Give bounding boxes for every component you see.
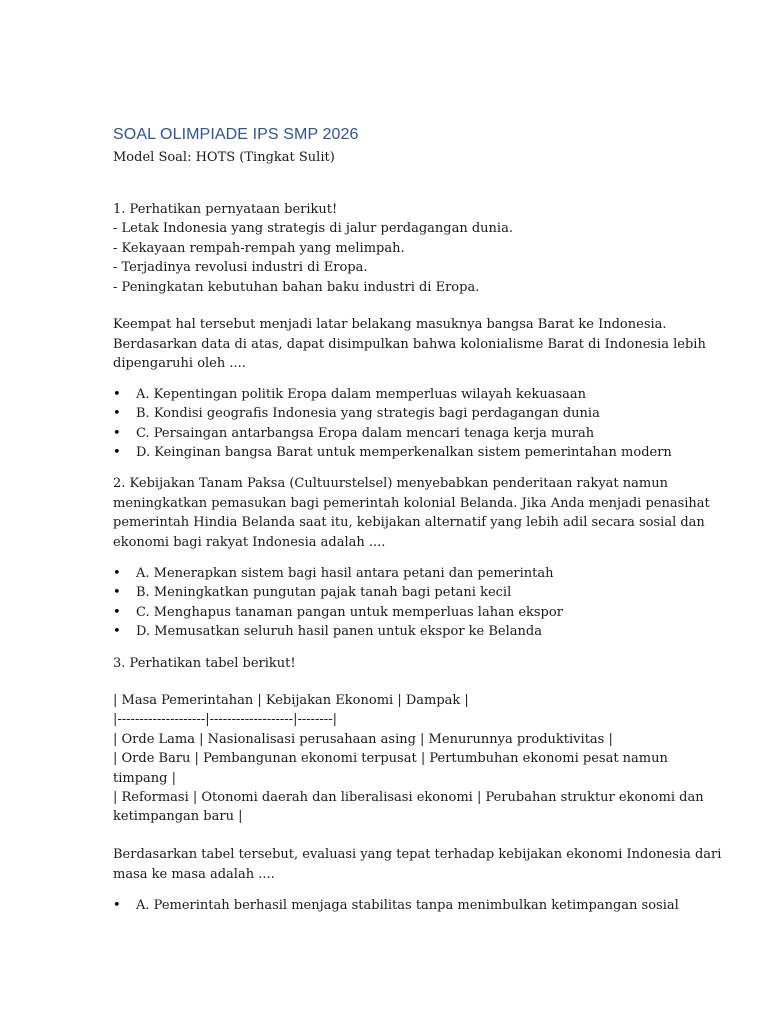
bullet-icon: •: [113, 898, 121, 913]
q1-statements: [113, 200, 673, 297]
bullet-icon: •: [113, 406, 121, 422]
q1-stem-line: Berdasarkan data di atas, dapat disimpulkan bahwa kolonialisme Barat di Indonesia lebih: [113, 336, 706, 352]
bullet-icon: •: [113, 585, 121, 601]
table-line: timpang |: [113, 770, 176, 786]
table-line: | Orde Lama | Nasionalisasi perusahaan asing | Menurunnya produktivitas |: [113, 731, 613, 747]
q2-option-d[interactable]: [113, 622, 673, 641]
bullet-icon: •: [113, 387, 121, 402]
q2-stem-line: pemerintah Hindia Belanda saat itu, kebijakan alternatif yang lebih adil secara sosial dan: [113, 515, 705, 531]
bullet-icon: •: [113, 445, 121, 461]
bullet-icon: •: [113, 624, 121, 640]
q3-stem-line: masa ke masa adalah ....: [113, 866, 275, 882]
q3-table: [113, 691, 704, 827]
q1-line: - Terjadinya revolusi industri di Eropa.: [113, 260, 368, 276]
q3-options: [113, 896, 679, 915]
option-text: D. Memusatkan seluruh hasil panen untuk ekspor ke Belanda: [136, 624, 542, 640]
q3-option-a[interactable]: [113, 896, 679, 915]
bullet-icon: •: [113, 566, 121, 581]
option-text: A. Pemerintah berhasil menjaga stabilitas tanpa menimbulkan ketimpangan sosial: [136, 898, 679, 913]
table-line: | Orde Baru | Pembangunan ekonomi terpusat | Pertumbuhan ekonomi pesat namun: [113, 751, 668, 767]
q1-line: - Letak Indonesia yang strategis di jalur perdagangan dunia.: [113, 221, 513, 237]
option-text: D. Keinginan bangsa Barat untuk memperkenalkan sistem pemerintahan modern: [136, 445, 672, 461]
q1-option-b[interactable]: [113, 404, 673, 423]
q1-line: - Kekayaan rempah-rempah yang melimpah.: [113, 240, 405, 256]
q2-stem-line: meningkatkan pemasukan bagi pemerintah kolonial Belanda. Jika Anda menjadi penasihat: [113, 495, 710, 511]
option-text: B. Kondisi geografis Indonesia yang strategis bagi perdagangan dunia: [136, 406, 600, 422]
q1-option-d[interactable]: [113, 443, 673, 462]
q2-stem-line: ekonomi bagi rakyat Indonesia adalah ....: [113, 534, 386, 550]
table-line: ketimpangan baru |: [113, 809, 243, 825]
q1-line: 1. Perhatikan pernyataan berikut!: [113, 202, 338, 217]
q2-options: [113, 564, 673, 642]
option-text: B. Meningkatkan pungutan pajak tanah bagi petani kecil: [136, 585, 512, 601]
bullet-icon: •: [113, 425, 121, 441]
q3-intro: [113, 654, 673, 673]
option-text: C. Menghapus tanaman pangan untuk memperluas lahan ekspor: [136, 604, 563, 620]
q2-option-b[interactable]: [113, 583, 673, 602]
q3-stem-line: Berdasarkan tabel tersebut, evaluasi yang tepat terhadap kebijakan ekonomi Indonesia dari: [113, 847, 722, 862]
q3-stem: [113, 845, 722, 884]
table-line: | Reformasi | Otonomi daerah dan liberalisasi ekonomi | Perubahan struktur ekonomi dan: [113, 789, 704, 805]
q2-stem-line: 2. Kebijakan Tanam Paksa (Cultuurstelsel) menyebabkan penderitaan rakyat namun: [113, 476, 668, 491]
document-subtitle: Model Soal: HOTS (Tingkat Sulit): [113, 150, 335, 165]
q1-line: - Peningkatan kebutuhan bahan baku industri di Eropa.: [113, 279, 480, 295]
q1-options: [113, 385, 673, 463]
q2-stem: [113, 474, 710, 552]
table-line: | Masa Pemerintahan | Kebijakan Ekonomi | Dampak |: [113, 693, 469, 708]
q1-stem: [113, 315, 706, 374]
option-text: A. Menerapkan sistem bagi hasil antara petani dan pemerintah: [136, 566, 554, 581]
option-text: C. Persaingan antarbangsa Eropa dalam mencari tenaga kerja murah: [136, 425, 595, 441]
table-line: |--------------------|-------------------|--------|: [113, 712, 337, 728]
q1-option-a[interactable]: [113, 385, 673, 404]
q2-option-c[interactable]: [113, 603, 673, 622]
q3-intro-line: 3. Perhatikan tabel berikut!: [113, 656, 296, 671]
q2-option-a[interactable]: [113, 564, 673, 583]
bullet-icon: •: [113, 604, 121, 620]
q1-stem-line: dipengaruhi oleh ....: [113, 356, 246, 372]
q1-stem-line: Keempat hal tersebut menjadi latar belakang masuknya bangsa Barat ke Indonesia.: [113, 317, 667, 332]
option-text: A. Kepentingan politik Eropa dalam memperluas wilayah kekuasaan: [136, 387, 587, 402]
document-title: SOAL OLIMPIADE IPS SMP 2026: [113, 126, 359, 143]
q1-option-c[interactable]: [113, 424, 673, 443]
